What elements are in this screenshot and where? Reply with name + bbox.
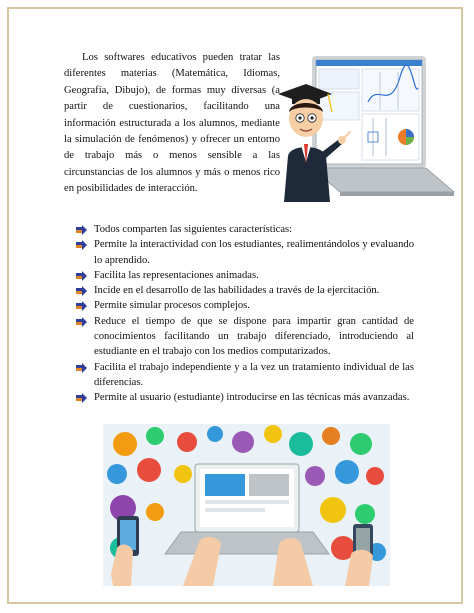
list-item-text: Facilita el trabajo independiente y a la vez un tratamiento individual de las diferencias. (94, 361, 414, 388)
arrow-bullet-icon (76, 225, 87, 235)
arrow-bullet-icon (76, 240, 87, 250)
list-item (76, 283, 414, 298)
list-item-text: Incide en el desarrollo de las habilidades a través de la ejercitación. (94, 285, 380, 297)
intro-paragraph: Los softwares educativos pueden tratar las diferentes materias (Matemática, Idiomas, Geografía, Dibujo), de formas muy diversas (a partir de cuestionarios, facilitando una información estructurada a los alumnos, mediante la simulación de fenómenos) y ofrecer un entorno de trabajo más o menos sensible a las circunstancias de los alumnos y más o menos rico en posibilidades de interacción. (64, 52, 280, 195)
arrow-bullet-icon (76, 271, 87, 281)
arrow-bullet-icon (76, 301, 87, 311)
characteristics-list (76, 222, 414, 406)
list-item-text: Facilita las representaciones animadas. (94, 269, 259, 281)
list-item-text: Todos comparten las siguientes características: (94, 224, 293, 235)
technology-collage-image (103, 424, 390, 586)
list-item-text: Permite la interactividad con los estudiantes, realimentándolos y evaluando lo aprendido. (94, 239, 414, 266)
list-item (76, 298, 414, 313)
arrow-bullet-icon (76, 393, 87, 403)
arrow-bullet-icon (76, 286, 87, 296)
list-item (76, 222, 414, 237)
arrow-bullet-icon (76, 363, 87, 373)
arrow-bullet-icon (76, 317, 87, 327)
list-item (76, 390, 414, 405)
list-item (76, 237, 414, 268)
list-item-text: Permite simular procesos complejos. (94, 300, 250, 312)
laptop-icon (312, 56, 454, 196)
graduate-laptop-illustration (278, 52, 456, 202)
list-item (76, 268, 414, 283)
list-item-text: Permite al usuario (estudiante) introducirse en las técnicas más avanzadas. (94, 392, 410, 404)
list-item (76, 360, 414, 391)
list-item-text: Reduce el tiempo de que se dispone para impartir gran cantidad de conocimientos facilitando un trabajo diferenciado, introduciendo al estudiante en el trabajo con los medios computarizados. (94, 315, 414, 358)
list-item (76, 314, 414, 360)
